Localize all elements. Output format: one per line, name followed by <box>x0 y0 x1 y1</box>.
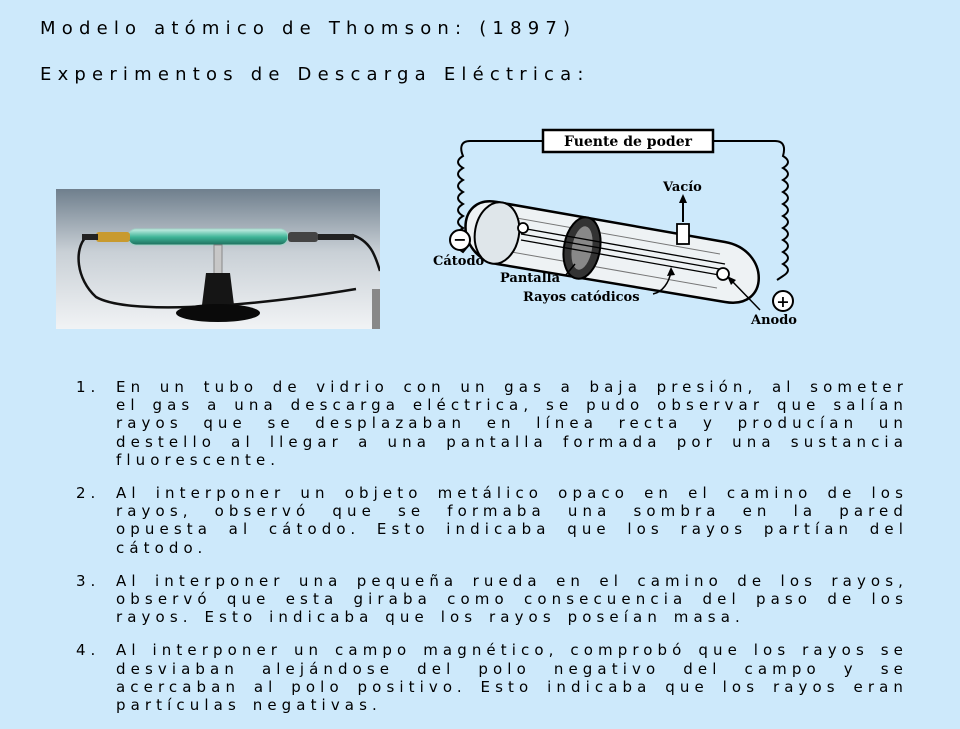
item-text: En un tubo de vidrio con un gas a baja presión, al someter el gas a una descarga eléctrica, se pudo observar que salían rayos que se desplazaban en línea recta y producían un destello al llegar a una pantalla formada por una sustancia fluorescente. <box>116 378 908 469</box>
discharge-tube-photo <box>56 189 380 329</box>
item-number: 3. <box>76 571 101 590</box>
cathode-rays-label: Rayos catódicos <box>523 290 640 305</box>
cathode-label: Cátodo <box>433 254 485 269</box>
list-item <box>76 484 908 557</box>
list-item <box>76 572 908 627</box>
cathode-ray-tube-diagram <box>425 124 820 329</box>
list-item <box>76 641 908 714</box>
item-text: Al interponer un objeto metálico opaco en el camino de los rayos, observó que se formaba una sombra en la pared opuesta al cátodo. Esto indicaba que los rayos partían del cátodo. <box>116 484 908 557</box>
minus-sign: − <box>453 230 467 249</box>
vacuum-port <box>677 224 689 244</box>
list-item <box>76 378 908 469</box>
item-number: 4. <box>76 641 101 660</box>
experiment-observations-list <box>76 378 908 729</box>
item-number: 1. <box>76 378 101 396</box>
vacuum-label: Vacío <box>663 180 702 195</box>
page-subtitle: Experimentos de Descarga Eléctrica: <box>40 64 590 85</box>
item-text: Al interponer una pequeña rueda en el camino de los rayos, observó que esta giraba como consecuencia del paso de los rayos. Esto indicaba que los rayos poseían masa. <box>116 571 908 627</box>
anode-label: Anodo <box>751 313 797 328</box>
screen-label: Pantalla <box>500 271 561 286</box>
power-source-label: Fuente de poder <box>564 134 692 150</box>
page-title: Modelo atómico de Thomson: (1897) <box>40 18 577 39</box>
item-text: Al interponer un campo magnético, comprobó que los rayos se desviaban alejándose del polo negativo del campo y se acercaban al polo positivo. Esto indicaba que los rayos eran partículas negativas. <box>116 641 908 715</box>
item-number: 2. <box>76 484 101 503</box>
plus-sign: + <box>776 292 790 311</box>
